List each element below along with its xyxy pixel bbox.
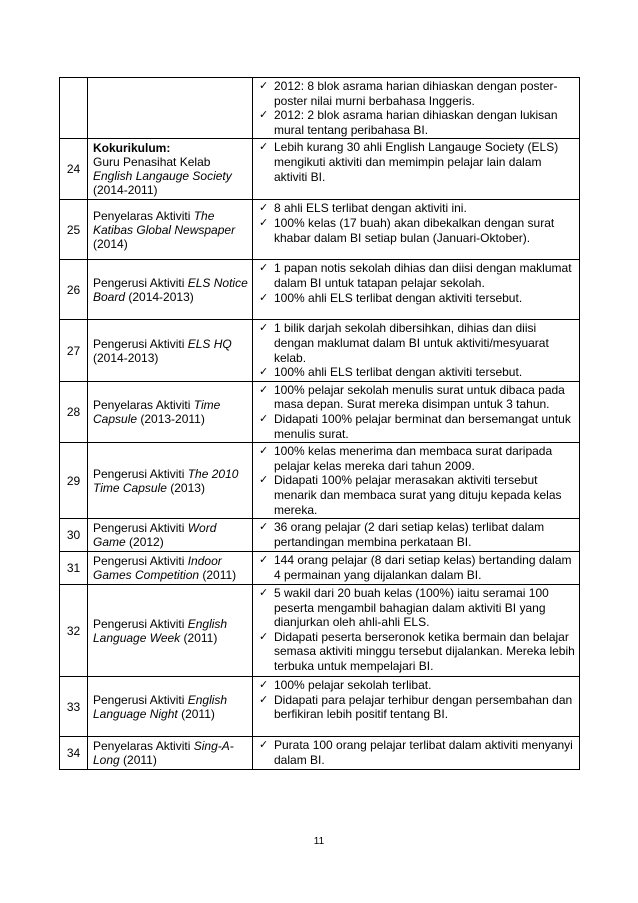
activity-table-body (60, 78, 580, 770)
checkmark-icon: ✓ (259, 366, 269, 379)
outcome-cell (253, 737, 580, 770)
outcome-text: 5 wakil dari 20 buah kelas (100%) iaitu seramai 100 peserta mengambil bahagian dalam aktiviti BI yang dianjurkan oleh ahli-ahli ELS. (274, 586, 549, 630)
role-cell (88, 552, 253, 585)
list-item (257, 693, 575, 722)
role-text: (2013-2011) (137, 411, 205, 426)
outcome-cell (253, 381, 580, 442)
row-number: 30 (60, 519, 88, 552)
role-text: Pengerusi Aktiviti (93, 466, 188, 481)
table-row (60, 552, 580, 585)
table-row (60, 320, 580, 381)
table-row (60, 78, 580, 139)
checkmark-icon: ✓ (259, 739, 269, 752)
role-text: (2011) (199, 568, 237, 583)
table-row (60, 139, 580, 200)
outcome-list (257, 79, 575, 137)
row-number: 28 (60, 381, 88, 442)
activity-name: Time Capsule (93, 397, 221, 426)
checkmark-icon: ✓ (259, 291, 269, 304)
outcome-text: 2012: 2 blok asrama harian dihiaskan dengan lukisan mural tentang peribahasa BI. (274, 108, 558, 137)
role-text: (2014) (93, 236, 128, 251)
row-number: 26 (60, 260, 88, 320)
outcome-cell (253, 320, 580, 381)
outcome-list (257, 553, 575, 582)
list-item (257, 79, 575, 108)
activity-name: Sing-A-Long (93, 739, 234, 768)
row-number: 33 (60, 677, 88, 737)
table-row (60, 677, 580, 737)
list-item (257, 738, 575, 767)
list-item (257, 520, 575, 549)
outcome-list (257, 201, 575, 245)
role-text: (2013) (166, 480, 205, 495)
outcome-cell (253, 585, 580, 677)
outcome-text: 100% ahli ELS terlibat dengan aktiviti tersebut. (274, 365, 523, 380)
checkmark-icon: ✓ (259, 474, 269, 487)
checkmark-icon: ✓ (259, 521, 269, 534)
activity-name: The Katibas Global Newspaper (93, 208, 236, 237)
role-cell (88, 139, 253, 200)
outcome-list (257, 444, 575, 517)
table-row (60, 585, 580, 677)
checkmark-icon: ✓ (259, 322, 269, 335)
list-item (257, 678, 575, 693)
activity-name: Indoor Games Competition (93, 554, 222, 583)
list-item (257, 261, 575, 290)
checkmark-icon: ✓ (259, 412, 269, 425)
list-item (257, 201, 575, 216)
table-row (60, 381, 580, 442)
outcome-text: 1 bilik darjah sekolah dibersihkan, dihias dan diisi dengan maklumat dalam BI untuk aktiviti/mesyuarat kelab. (274, 321, 549, 365)
outcome-list (257, 383, 575, 441)
table-row (60, 260, 580, 320)
role-cell (88, 260, 253, 320)
section-header: Kokurikulum: (93, 141, 171, 156)
outcome-cell (253, 139, 580, 200)
checkmark-icon: ✓ (259, 109, 269, 122)
list-item (257, 291, 575, 306)
list-item (257, 553, 575, 582)
outcome-text: 100% ahli ELS terlibat dengan aktiviti tersebut. (274, 290, 523, 305)
checkmark-icon: ✓ (259, 630, 269, 643)
list-item (257, 412, 575, 441)
outcome-text: 36 orang pelajar (2 dari setiap kelas) terlibat dalam pertandingan membina perkataan BI. (274, 520, 545, 549)
outcome-list (257, 321, 575, 379)
outcome-list (257, 738, 575, 767)
outcome-text: Didapati para pelajar terhibur dengan persembahan dan berfikiran lebih positif tentang BI. (274, 692, 573, 722)
list-item (257, 473, 575, 517)
activity-name: ELS Notice Board (93, 275, 248, 304)
role-text: (2014-2011) (93, 183, 158, 198)
role-cell (88, 737, 253, 770)
row-number: 27 (60, 320, 88, 381)
role-text: (2014-2013) (93, 350, 159, 365)
outcome-text: Didapati 100% pelajar merasakan aktiviti tersebut menarik dan membaca surat yang dituju kepada kelas mereka. (274, 473, 562, 517)
outcome-text: Didapati peserta berseronok ketika bermain dan belajar semasa aktiviti minggu tersebut dijalankan. Mereka lebih terbuka untuk mempelajari BI. (274, 629, 575, 674)
activity-table (59, 77, 580, 770)
role-text: (2012) (125, 535, 164, 550)
outcome-cell (253, 78, 580, 139)
role-text: Pengerusi Aktiviti (93, 275, 188, 290)
list-item (257, 365, 575, 380)
outcome-list (257, 586, 575, 674)
row-number: 24 (60, 139, 88, 200)
checkmark-icon: ✓ (259, 693, 269, 706)
role-cell (88, 78, 253, 139)
checkmark-icon: ✓ (259, 554, 269, 567)
row-number: 31 (60, 552, 88, 585)
activity-name: English Language Week (93, 616, 228, 645)
page-number: 11 (313, 836, 325, 847)
table-row (60, 519, 580, 552)
role-cell (88, 381, 253, 442)
role-text: Penyelaras Aktiviti (93, 739, 194, 754)
checkmark-icon: ✓ (259, 216, 269, 229)
outcome-cell (253, 519, 580, 552)
outcome-text: Purata 100 orang pelajar terlibat dalam aktiviti menyanyi dalam BI. (274, 738, 573, 767)
list-item (257, 140, 575, 184)
role-cell (88, 519, 253, 552)
role-cell (88, 200, 253, 260)
role-text: Pengerusi Aktiviti (93, 616, 188, 631)
checkmark-icon: ✓ (259, 587, 269, 600)
activity-name: English Langauge Society (93, 169, 232, 184)
checkmark-icon: ✓ (259, 679, 269, 692)
checkmark-icon: ✓ (259, 383, 269, 396)
row-number: 34 (60, 737, 88, 770)
table-row (60, 443, 580, 519)
list-item (257, 630, 575, 674)
activity-name: English Language Night (93, 692, 228, 721)
role-text: Pengerusi Aktiviti (93, 554, 188, 569)
role-text: Guru Penasihat Kelab (93, 155, 211, 170)
checkmark-icon: ✓ (259, 80, 269, 92)
outcome-cell (253, 677, 580, 737)
activity-name: Word Game (93, 521, 217, 550)
outcome-text: 8 ahli ELS terlibat dengan aktiviti ini. (274, 201, 467, 216)
role-text: Pengerusi Aktiviti (93, 521, 188, 536)
checkmark-icon: ✓ (259, 445, 269, 458)
role-text: Pengerusi Aktiviti (93, 692, 188, 707)
outcome-text: 2012: 8 blok asrama harian dihiaskan dengan poster-poster nilai murni berbahasa Inggeris. (274, 79, 558, 108)
role-cell (88, 585, 253, 677)
outcome-text: 1 papan notis sekolah dihias dan diisi dengan maklumat dalam BI untuk tatapan pelajar sekolah. (274, 261, 572, 290)
outcome-text: 100% pelajar sekolah menulis surat untuk dibaca pada masa depan. Surat mereka disimpan untuk 3 tahun. (274, 382, 565, 412)
checkmark-icon: ✓ (259, 141, 269, 154)
checkmark-icon: ✓ (259, 262, 269, 275)
role-text: Penyelaras Aktiviti (93, 397, 194, 412)
role-cell (88, 320, 253, 381)
outcome-text: 144 orang pelajar (8 dari setiap kelas) bertanding dalam 4 permainan yang dijalankan dalam BI. (274, 553, 572, 582)
list-item (257, 444, 575, 473)
list-item (257, 383, 575, 412)
role-text: (2011) (119, 753, 157, 768)
role-text: Pengerusi Aktiviti (93, 336, 188, 351)
role-cell (88, 677, 253, 737)
outcome-text: 100% kelas menerima dan membaca surat daripada pelajar kelas mereka dari tahun 2009. (274, 444, 553, 473)
row-number: 32 (60, 585, 88, 677)
outcome-list (257, 520, 575, 549)
role-text: (2014-2013) (125, 289, 194, 304)
row-number (60, 78, 88, 139)
list-item (257, 216, 575, 245)
checkmark-icon: ✓ (259, 202, 269, 215)
row-number: 25 (60, 200, 88, 260)
outcome-text: 100% kelas (17 buah) akan dibekalkan dengan surat khabar dalam BI setiap bulan (Januari-Oktober). (274, 215, 555, 245)
list-item (257, 108, 575, 137)
role-text: Penyelaras Aktiviti (93, 208, 194, 223)
table-row (60, 737, 580, 770)
outcome-cell (253, 260, 580, 320)
activity-name: The 2010 Time Capsule (93, 466, 239, 495)
outcome-list (257, 140, 575, 184)
role-text: (2011) (180, 630, 218, 645)
activity-name: ELS HQ (187, 336, 232, 351)
outcome-text: Lebih kurang 30 ahli English Langauge Society (ELS) mengikuti aktiviti dan memimpin pelajar lain dalam aktiviti BI. (274, 140, 559, 184)
outcome-list (257, 678, 575, 722)
outcome-cell (253, 552, 580, 585)
outcome-list (257, 261, 575, 305)
outcome-text: Didapati 100% pelajar berminat dan bersemangat untuk menulis surat. (274, 411, 571, 441)
row-number: 29 (60, 443, 88, 519)
outcome-cell (253, 443, 580, 519)
list-item (257, 586, 575, 630)
role-text: (2011) (177, 706, 215, 721)
outcome-cell (253, 200, 580, 260)
table-row (60, 200, 580, 260)
role-cell (88, 443, 253, 519)
outcome-text: 100% pelajar sekolah terlibat. (274, 678, 432, 693)
list-item (257, 321, 575, 365)
